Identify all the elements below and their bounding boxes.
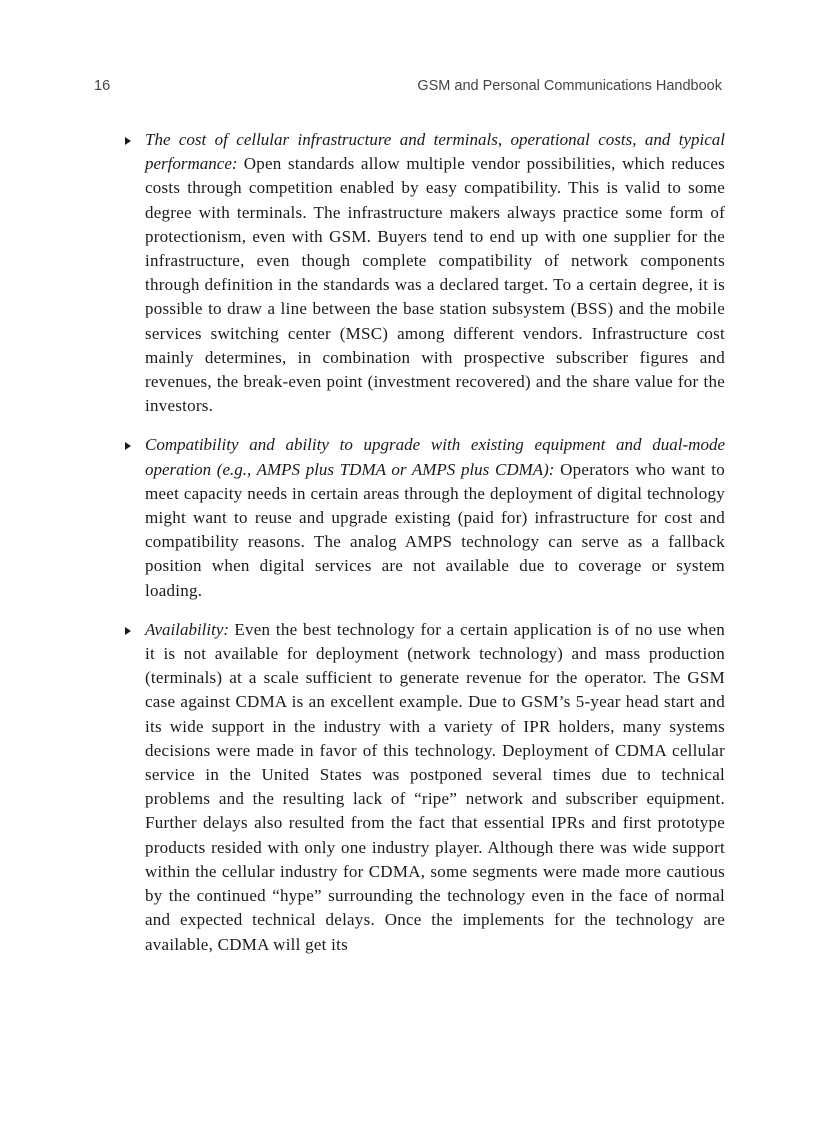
bullet-lead-phrase: Compatibility and ability to upgrade with existing equipment and dual-mode operation (e.g., AMPS plus TDMA or AMPS plus CDMA): [145, 435, 725, 479]
bullet-body-text: Open standards allow multiple vendor possibilities, which reduces costs through competition enabled by easy compatibility. This is valid to some degree with terminals. The infrastructure makers always practice some form of protectionism, even with GSM. Buyers tend to end up with one supplier for the infrastructure, even though complete compatibility of network components through definition in the standards was a declared target. To a certain degree, it is possible to draw a line between the base station subsystem (BSS) and the mobile services switching center (MSC) among different vendors. Infrastructure cost mainly determines, in combination with prospective subscriber figures and revenues, the break-even point (investment recovered) and the share value for the investors. [145, 154, 725, 416]
bullet-triangle-icon [125, 627, 131, 635]
bullet-lead-phrase: The cost of cellular infrastructure and terminals, operational costs, and typical performance: [145, 130, 725, 174]
page-number: 16 [94, 78, 111, 94]
bullet-body-text: Operators who want to meet capacity needs in certain areas through the deployment of digital technology might want to reuse and upgrade existing (paid for) infrastructure for cost and compatibility reasons. The analog AMPS technology can serve as a fallback position when digital services are not available due to coverage or system loading. [145, 459, 725, 600]
list-item [127, 618, 725, 957]
running-head [94, 78, 722, 100]
bullet-body-text: Even the best technology for a certain application is of no use when it is not available for deployment (network technology) and mass production (terminals) at a scale sufficient to generate revenue for the operator. The GSM case against CDMA is an excellent example. Due to GSM’s 5-year head start and its wide support in the industry with a variety of IPR holders, many systems decisions were made in favor of this technology. Deployment of CDMA cellular service in the United States was postponed several times due to technical problems and the resulting lack of “ripe” network and subscriber equipment. Further delays also resulted from the fact that essential IPRs and first prototype products resided with only one industry player. Although there was wide support within the cellular industry for CDMA, some segments were made more cautious by the continued “hype” surrounding the technology even in the face of normal and expected technical delays. Once the implements for the technology are available, CDMA will get its [145, 619, 725, 954]
list-item [127, 128, 725, 418]
list-item [127, 433, 725, 602]
book-title: GSM and Personal Communications Handbook [417, 78, 722, 94]
bullet-triangle-icon [125, 442, 131, 450]
bullet-list [127, 128, 725, 972]
bullet-triangle-icon [125, 137, 131, 145]
bullet-lead-phrase: Availability: [145, 619, 235, 639]
